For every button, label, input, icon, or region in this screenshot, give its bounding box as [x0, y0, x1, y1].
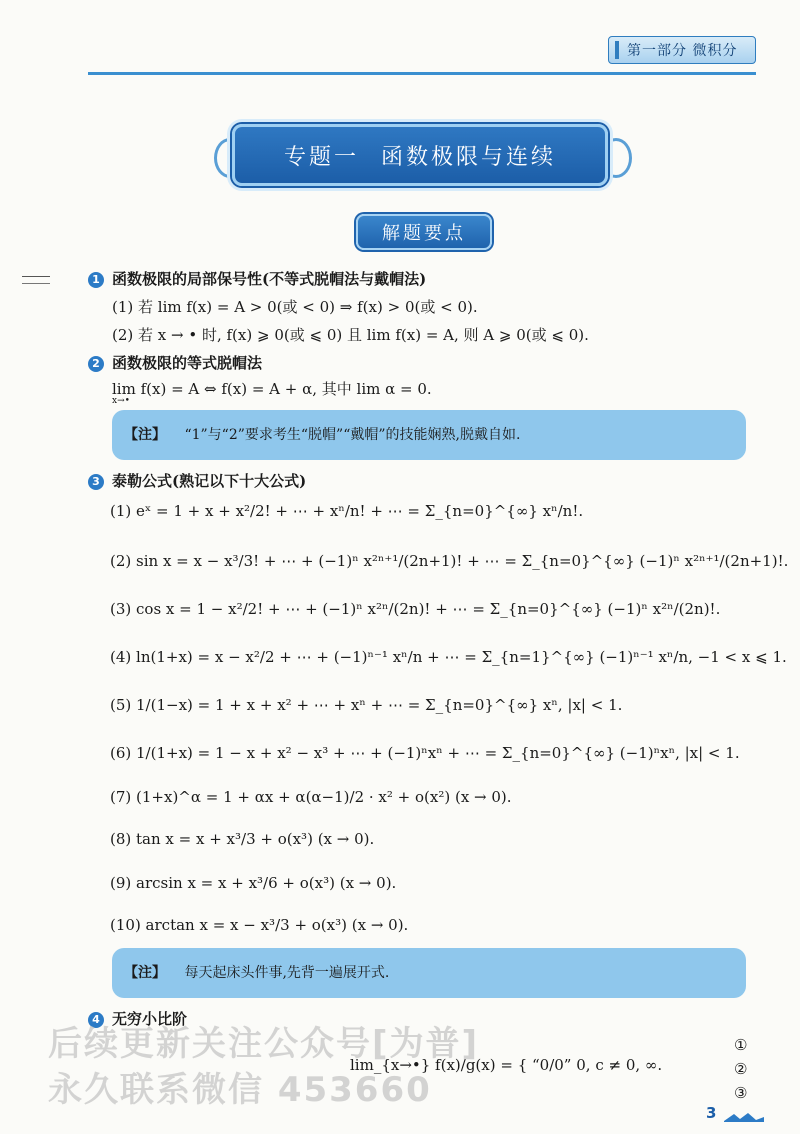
topic-banner	[232, 124, 608, 186]
taylor-formula-5: (5) 1/(1−x) = 1 + x + x² + ⋯ + xⁿ + ⋯ = Σ_{n=0}^{∞} xⁿ, |x| < 1.	[110, 696, 623, 714]
taylor-formula-9: (9) arcsin x = x + x³/6 + o(x³) (x → 0).	[110, 874, 397, 892]
taylor-formula-3: (3) cos x = 1 − x²/2! + ⋯ + (−1)ⁿ x²ⁿ/(2n)! + ⋯ = Σ_{n=0}^{∞} (−1)ⁿ x²ⁿ/(2n)!.	[110, 600, 721, 618]
page-number: 3	[706, 1104, 717, 1122]
case-marker-1: ①	[734, 1036, 748, 1054]
note-box-2	[112, 948, 746, 998]
note-1-tag: 【注】	[124, 427, 166, 443]
taylor-formula-4: (4) ln(1+x) = x − x²/2 + ⋯ + (−1)ⁿ⁻¹ xⁿ/n + ⋯ = Σ_{n=1}^{∞} (−1)ⁿ⁻¹ xⁿ/n, −1 < x ⩽ 1.	[110, 648, 787, 666]
note-2-tag: 【注】	[124, 965, 166, 981]
section-3-title: 泰勒公式(熟记以下十大公式)	[112, 472, 307, 490]
topic-label: 专题一	[283, 144, 359, 170]
subheading-text: 解题要点	[382, 223, 466, 244]
page-wave-ornament	[724, 1112, 764, 1122]
section-4-number: 4	[88, 1012, 104, 1028]
watermark-line-2: 永久联系微信 453660	[48, 1070, 432, 1110]
taylor-formula-1: (1) eˣ = 1 + x + x²/2! + ⋯ + xⁿ/n! + ⋯ = Σ_{n=0}^{∞} xⁿ/n!.	[110, 502, 584, 520]
header-section-label: 第一部分 微积分	[627, 43, 738, 59]
taylor-formula-10: (10) arctan x = x − x³/3 + o(x³) (x → 0).	[110, 916, 409, 934]
section-1-line-2: (2) 若 x → • 时, f(x) ⩾ 0(或 ⩽ 0) 且 lim f(x) = A, 则 A ⩾ 0(或 ⩽ 0).	[112, 326, 589, 344]
watermark-line-1: 后续更新关注公众号[为普]	[48, 1024, 480, 1064]
section-2-line-1: lim f(x) = A ⇔ f(x) = A + α, 其中 lim α = 0.	[112, 380, 432, 398]
taylor-formula-6: (6) 1/(1+x) = 1 − x + x² − x³ + ⋯ + (−1)ⁿxⁿ + ⋯ = Σ_{n=0}^{∞} (−1)ⁿxⁿ, |x| < 1.	[110, 744, 740, 762]
section-1-title: 函数极限的局部保号性(不等式脱帽法与戴帽法)	[112, 270, 427, 288]
note-1-text: “1”与“2”要求考生“脱帽”“戴帽”的技能娴熟,脱戴自如.	[184, 427, 521, 443]
header-rule	[88, 72, 756, 75]
taylor-formula-2: (2) sin x = x − x³/3! + ⋯ + (−1)ⁿ x²ⁿ⁺¹/(2n+1)! + ⋯ = Σ_{n=0}^{∞} (−1)ⁿ x²ⁿ⁺¹/(2n+1)!.	[110, 552, 789, 570]
taylor-formula-8: (8) tan x = x + x³/3 + o(x³) (x → 0).	[110, 830, 375, 848]
section-4-title: 无穷小比阶	[112, 1010, 188, 1028]
section-2-title: 函数极限的等式脱帽法	[112, 354, 263, 372]
header-tab-marker	[615, 41, 619, 59]
section-1-number: 1	[88, 272, 104, 288]
section-2-number: 2	[88, 356, 104, 372]
subheading-banner	[356, 214, 492, 250]
section-1-line-1: (1) 若 lim f(x) = A > 0(或 < 0) ⇒ f(x) > 0(或 < 0).	[112, 298, 478, 316]
note-box-1	[112, 410, 746, 460]
header-section-tab	[608, 36, 756, 64]
margin-scratch-mark	[22, 276, 50, 284]
case-marker-2: ②	[734, 1060, 748, 1078]
limit-subscript: x→•	[112, 396, 130, 406]
section-3-number: 3	[88, 474, 104, 490]
case-marker-3: ③	[734, 1084, 748, 1102]
small-order-limit: lim_{x→•} f(x)/g(x) = { “0/0” 0, c ≠ 0, ∞.	[350, 1056, 663, 1074]
topic-title: 函数极限与连续	[381, 144, 557, 170]
note-2-text: 每天起床头件事,先背一遍展开式.	[184, 965, 390, 981]
taylor-formula-7: (7) (1+x)^α = 1 + αx + α(α−1)/2 · x² + o(x²) (x → 0).	[110, 788, 512, 806]
